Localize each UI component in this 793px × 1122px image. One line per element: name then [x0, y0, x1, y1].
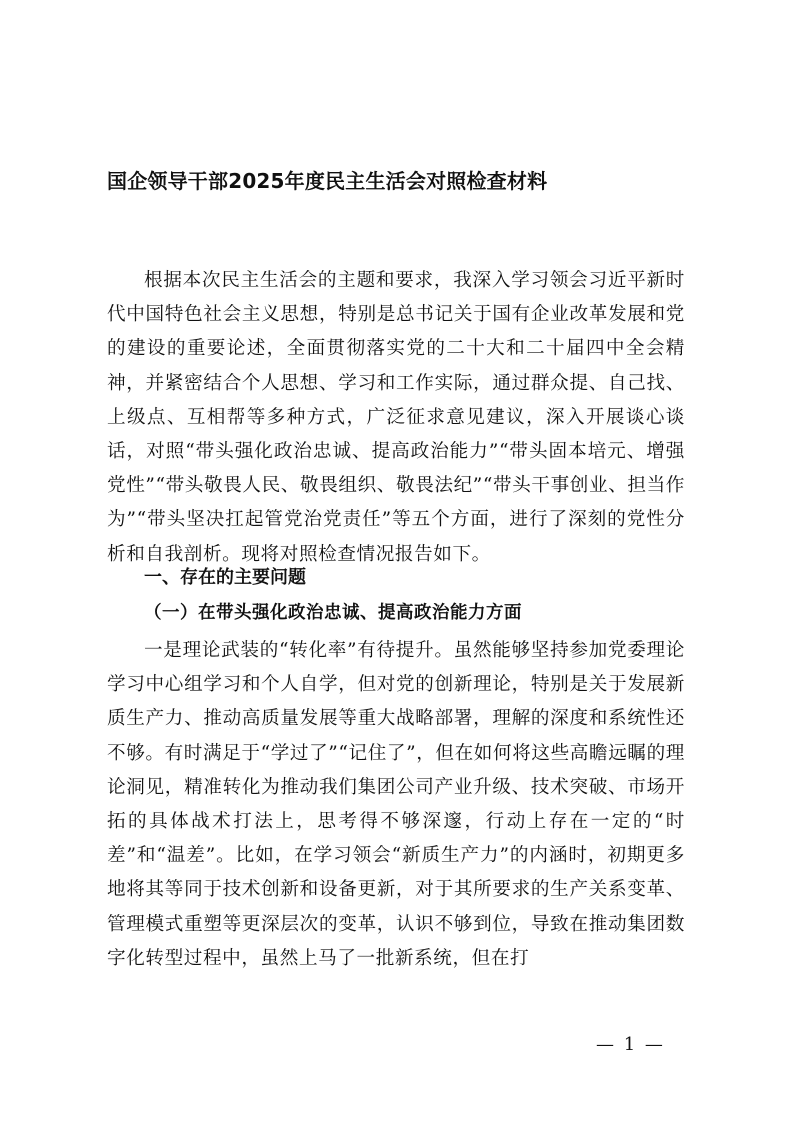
issue-paragraph: 一是理论武装的“转化率”有待提升。虽然能够坚持参加党委理论学习中心组学习和个人自学，但对党的创新理论，特别是关于发展新质生产力、推动高质量发展等重大战略部署，理解的深度和系统性还不够。有时满足于“学过了”“记住了”，但在如何将这些高瞻远瞩的理论洞见，精准转化为推动我们集团公司产业升级、技术突破、市场开拓的具体战术打法上，思考得不够深邃，行动上存在一定的“时差”和“温差”。比如，在学习领会“新质生产力”的内涵时，初期更多地将其等同于技术创新和设备更新，对于其所要求的生产关系变革、管理模式重塑等更深层次的变革，认识不够到位，导致在推动集团数字化转型过程中，虽然上马了一批新系统，但在打 [107, 640, 685, 969]
subsection-heading: （一）在带头强化政治忠诚、提高政治能力方面 [144, 603, 522, 623]
intro-paragraph: 根据本次民主生活会的主题和要求，我深入学习领会习近平新时代中国特色社会主义思想，特别是总书记关于国有企业改革发展和党的建设的重要论述，全面贯彻落实党的二十大和二十届四中全会精神，并紧密结合个人思想、学习和工作实际，通过群众提、自己找、上级点、互相帮等多种方式，广泛征求意见建议，深入开展谈心谈话，对照“带头强化政治忠诚、提高政治能力”“带头固本培元、增强党性”“带头敬畏人民、敬畏组织、敬畏法纪”“带头干事创业、担当作为”“带头坚决扛起管党治党责任”等五个方面，进行了深刻的党性分析和自我剖析。现将对照检查情况报告如下。 [107, 270, 685, 565]
page-number: — 1 — [596, 1034, 665, 1055]
document-title: 国企领导干部2025年度民主生活会对照检查材料 [107, 169, 548, 193]
section-heading: 一、存在的主要问题 [144, 567, 306, 588]
